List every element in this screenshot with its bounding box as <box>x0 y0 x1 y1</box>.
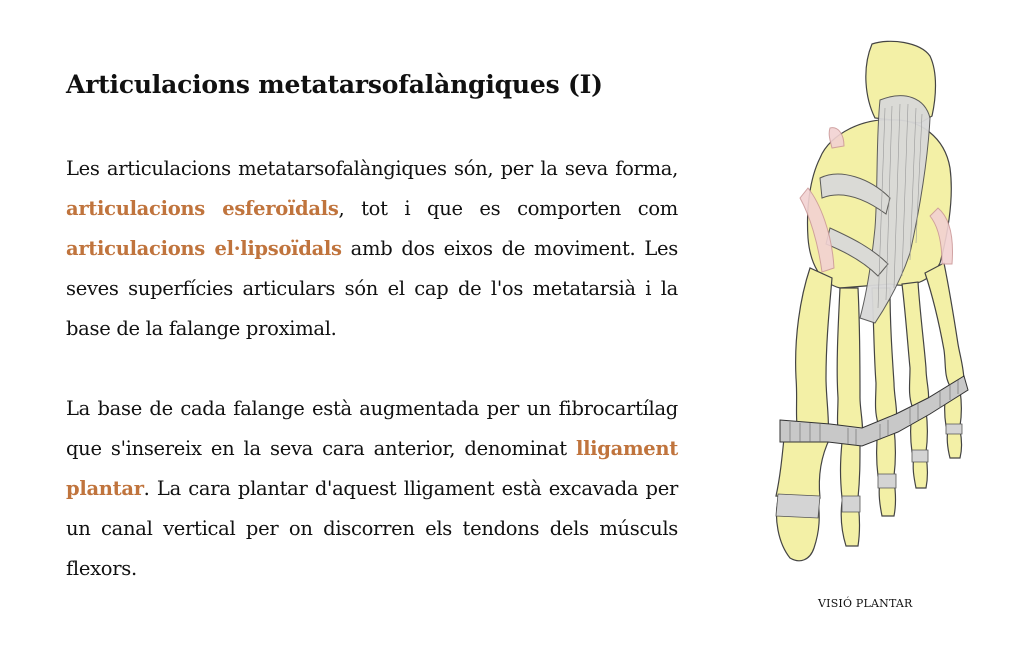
figure-caption: VISIÓ PLANTAR <box>818 597 913 610</box>
term-articulacions-ellipsoidals: articulacions el·lipsoïdals <box>66 237 342 260</box>
hallux-capsule <box>776 494 820 518</box>
paragraph-text: La base de cada falange està augmentada per un fibrocartílag que s'insereix en la seva cara anterior, denominat <box>66 397 678 460</box>
pink-ligament-upper <box>829 128 844 148</box>
toe-3-phalanges <box>877 428 896 516</box>
foot-plantar-illustration <box>760 38 970 570</box>
paragraph-text: , tot i que es comporten com <box>338 197 678 220</box>
paragraph-text: Les articulacions metatarsofalàngiques són, per la seva forma, <box>66 157 678 180</box>
toe-2-capsule <box>842 496 860 512</box>
toe-2-phalanges <box>841 442 861 546</box>
toe-4-capsule <box>912 450 928 462</box>
paragraph-text: . La cara plantar d'aquest lligament està excavada per un canal vertical per on discorren els tendons dels músculs flexors. <box>66 477 678 580</box>
metatarsal-4 <box>902 282 929 406</box>
toe-5-capsule <box>946 424 962 434</box>
term-lligament-plantar: lligament plantar <box>66 437 678 500</box>
metatarsal-5 <box>925 263 964 386</box>
page-title: Articulacions metatarsofalàngiques (I) <box>66 70 603 99</box>
toe-3-capsule <box>878 474 896 488</box>
metatarsal-1 <box>796 268 832 438</box>
term-articulacions-esferoidals: articulacions esferoïdals <box>66 197 339 220</box>
paragraph-forma <box>66 149 678 349</box>
paragraph-lligament <box>66 389 678 589</box>
hallux-proximal-phalanx <box>776 438 830 498</box>
paragraph-text: amb dos eixos de moviment. Les seves superfícies articulars són el cap de l'os metatarsià i la base de la falange proximal. <box>66 237 678 340</box>
metatarsal-2 <box>837 288 862 438</box>
